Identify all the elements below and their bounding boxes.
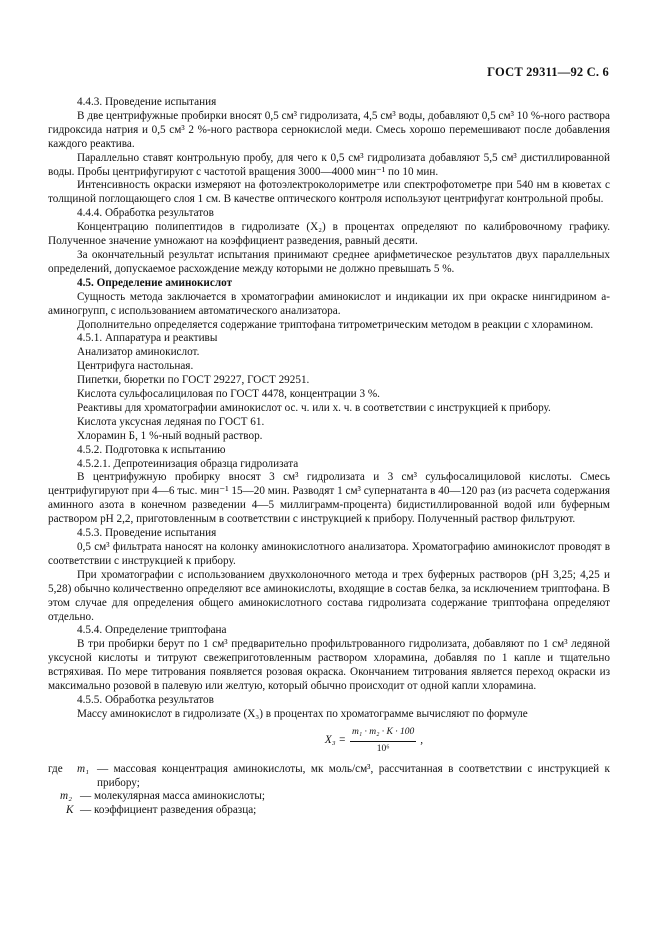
list-item: Пипетки, бюретки по ГОСТ 29227, ГОСТ 29251. [77, 374, 310, 387]
formula-fraction [350, 726, 416, 757]
paragraph: Массу аминокислот в гидролизате (X₃) в процентах по хроматограмме вычисляют по формуле [77, 707, 528, 720]
paragraph: В центрифужную пробирку вносят 3 см³ гидролизата и 3 см³ сульфосалициловой кислоты. Смесь центрифугируют при 4—6 тыс. мин⁻¹ 15—20 мин. Разводят 1 см³ супернатанта в 40—120 раз (из расчета содержания аминного азота в конечном разведении 4—5 миллиграмм-процента) бидистиллированной водой или буферным раствором рН 2,2, приготовленным в соответствии с инструкцией к прибору. Полученный раствор фильтруют. [48, 471, 610, 526]
section-heading: 4.5.2.1. Депротеинизация образца гидролизата [77, 457, 299, 470]
paragraph: Сущность метода заключается в хроматографии аминокислот и индикации их при окраске нингидрином а-аминогрупп, с использованием автоматического анализатора. [48, 290, 610, 317]
paragraph: 0,5 см³ фильтрата наносят на колонку аминокислотного анализатора. Хроматографию аминокислот проводят в соответствии с инструкцией к прибору. [48, 541, 610, 567]
list-item: Анализатор аминокислот. [77, 346, 200, 359]
page-header: ГОСТ 29311—92 С. 6 [487, 65, 609, 79]
formula-tail: , [420, 734, 424, 747]
paragraph: В две центрифужные пробирки вносят 0,5 см³ гидролизата, 4,5 см³ воды, добавляют 0,5 см³ 10 %-ного раствора гидроксида натрия и 0,5 см³ 2 %-ного раствора сернокислой меди. Смесь хорошо перемешивают после добавления каждого реактива. [48, 109, 610, 150]
where-text: — молекулярная масса аминокислоты; [80, 790, 265, 803]
paragraph: При хроматографии с использованием двухколоночного метода и трех буферных растворов (рН 3,25; 4,25 и 5,28) обычно количественно определяют все аминокислоты, входящие в состав белка, за исключением триптофана. В этом случае для определения общего аминокислотного состава гидролизата содержание триптофана определяют отдельно. [48, 568, 610, 623]
list-item: Реактивы для хроматографии аминокислот ос. ч. или х. ч. в соответствии с инструкцией к прибору. [77, 401, 551, 414]
where-item [48, 804, 610, 818]
formula-lhs: X₃ = [324, 734, 346, 747]
section-heading: 4.4.3. Проведение испытания [77, 96, 217, 108]
paragraph: Концентрацию полипептидов в гидролизате (X₂) в процентах определяют по калибровочному графику. Полученное значение умножают на коэффициент разведения, равный десяти. [48, 221, 610, 248]
paragraph: В три пробирки берут по 1 см³ предварительно профильтрованного гидролизата, добавляют по 1 см³ ледяной уксусной кислоты и титруют свежеприготовленным раствором хлорамина, добавляя по 1 капле и тщательно встряхивая. По мере титрования появляется розовая окраска. Окончанием титрования является переход окраски из максимально розовой в палевую или желтую, который обычно происходит от одной капли хлорамина. [48, 638, 610, 693]
section-heading: 4.5.3. Проведение испытания [77, 527, 217, 540]
where-item [48, 763, 610, 791]
where-item [48, 790, 610, 804]
formula-denominator: 10⁶ [376, 743, 390, 754]
list-item: Хлорамин Б, 1 %-ный водный раствор. [77, 429, 263, 442]
where-symbol: K [66, 804, 74, 817]
list-item: Кислота уксусная ледяная по ГОСТ 61. [77, 415, 265, 428]
paragraph: Дополнительно определяется содержание триптофана титрометрическим методом в реакции с хлорамином. [77, 318, 594, 331]
paragraph: За окончательный результат испытания принимают среднее арифметическое результатов двух параллельных определений, допускаемое расхождение между которыми не должно превышать 5 %. [48, 248, 610, 275]
section-heading: 4.5.4. Определение триптофана [77, 624, 227, 637]
section-heading: 4.5.5. Обработка результатов [77, 693, 214, 706]
document-body [48, 96, 610, 818]
paragraph: Интенсивность окраски измеряют на фотоэлектроколориметре или спектрофотометре при 540 нм в кюветах с толщиной поглощающего слоя 1 см. В качестве оптического контроля используют центрифугат контрольной пробы. [48, 179, 610, 206]
where-text: — коэффициент разведения образца; [80, 804, 257, 817]
section-heading: 4.4.4. Обработка результатов [77, 207, 214, 220]
section-heading-bold: 4.5. Определение аминокислот [77, 276, 233, 289]
list-item: Кислота сульфосалициловая по ГОСТ 4478, концентрации 3 %. [77, 388, 380, 401]
where-text: — массовая концентрация аминокислоты, мк моль/см³, рассчитанная в соответствии с инструкцией к прибору; [97, 762, 610, 789]
section-heading: 4.5.2. Подготовка к испытанию [77, 443, 226, 456]
where-symbol: m₂ [60, 790, 72, 803]
list-item: Центрифуга настольная. [77, 360, 194, 373]
formula [138, 726, 610, 757]
where-symbol: m₁ [77, 762, 89, 775]
paragraph: Параллельно ставят контрольную пробу, для чего к 0,5 см³ гидролизата добавляют 5,5 см³ дистиллированной воды. Пробы центрифугируют с частотой вращения 3000—4000 мин⁻¹ по 10 мин. [48, 151, 610, 178]
section-heading: 4.5.1. Аппаратура и реактивы [77, 332, 218, 345]
formula-numerator: m₁ · m₂ · K · 100 [350, 726, 416, 742]
where-intro: где [48, 762, 63, 775]
